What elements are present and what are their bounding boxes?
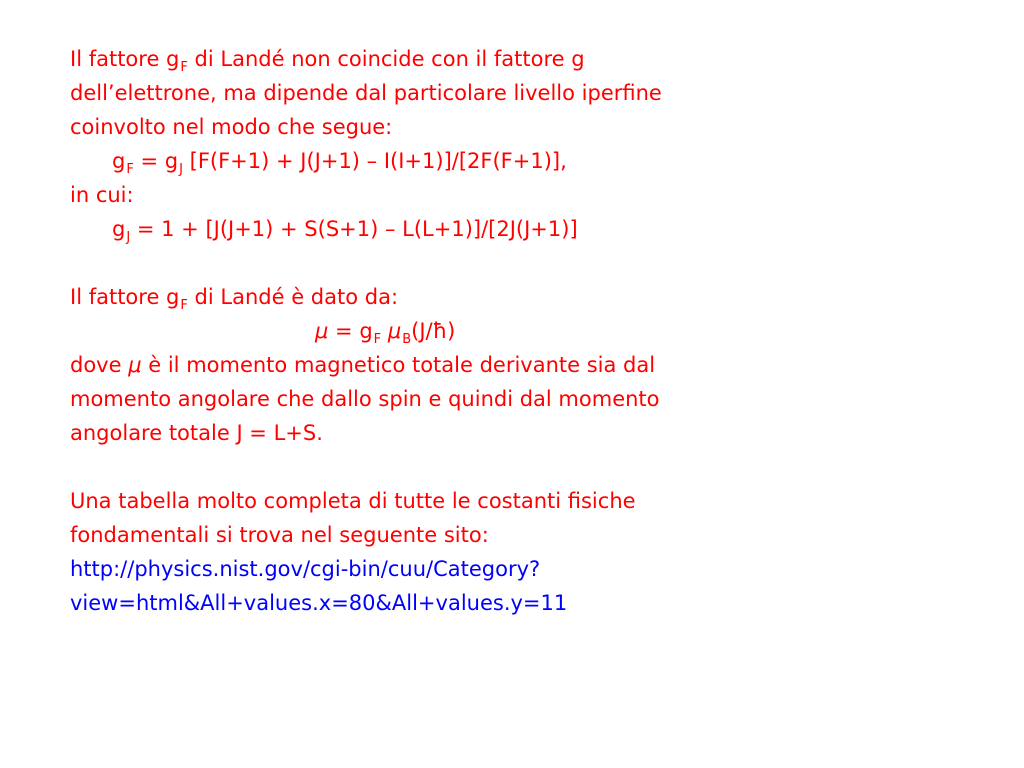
symbol: g [112,149,126,173]
nist-link-line1[interactable]: http://physics.nist.gov/cgi-bin/cuu/Category? [70,557,541,581]
text: [F(F+1) + J(J+1) – I(I+1)]/[2F(F+1)], [182,149,567,173]
symbol: μ [315,319,329,343]
subscript: F [180,298,188,313]
text: è il momento magnetico totale derivante sia dal [141,353,656,377]
text: dove [70,353,129,377]
slide-content [70,42,970,620]
paragraph2-line5: angolare totale J = L+S. [70,421,323,445]
paragraph1-line2: dell’elettrone, ma dipende dal particolare livello iperfine [70,81,662,105]
paragraph2-line1 [70,280,970,314]
nist-link-line2[interactable]: view=html&All+values.x=80&All+values.y=11 [70,591,568,615]
spacer [70,246,970,280]
formula-gJ [70,212,970,246]
paragraph3-line2: fondamentali si trova nel seguente sito: [70,523,489,547]
subscript: J [179,162,183,177]
text: = g [328,319,373,343]
in-cui-label: in cui: [70,183,134,207]
paragraph2-line3 [70,348,970,382]
paragraph1-line3: coinvolto nel modo che segue: [70,115,393,139]
text: di Landé è dato da: [187,285,399,309]
text: Il fattore g [70,285,180,309]
text: Il fattore g [70,47,180,71]
text: (J/ħ) [411,319,456,343]
symbol: μ [387,319,402,343]
paragraph2-line4: momento angolare che dallo spin e quindi dal momento [70,387,660,411]
text: = g [133,149,179,173]
symbol: g [112,217,126,241]
subscript: B [402,332,412,347]
text: di Landé non coincide con il fattore g [187,47,585,71]
subscript: F [180,60,188,75]
subscript: J [126,230,131,245]
subscript: F [126,162,134,177]
formula-mu [70,314,970,348]
spacer [70,450,970,484]
space [381,319,388,343]
subscript: F [373,332,382,347]
symbol: μ [128,353,142,377]
formula-gF [70,144,970,178]
paragraph3-line1: Una tabella molto completa di tutte le costanti fisiche [70,489,636,513]
paragraph1-line1 [70,42,970,76]
text: = 1 + [J(J+1) + S(S+1) – L(L+1)]/[2J(J+1)] [130,217,578,241]
